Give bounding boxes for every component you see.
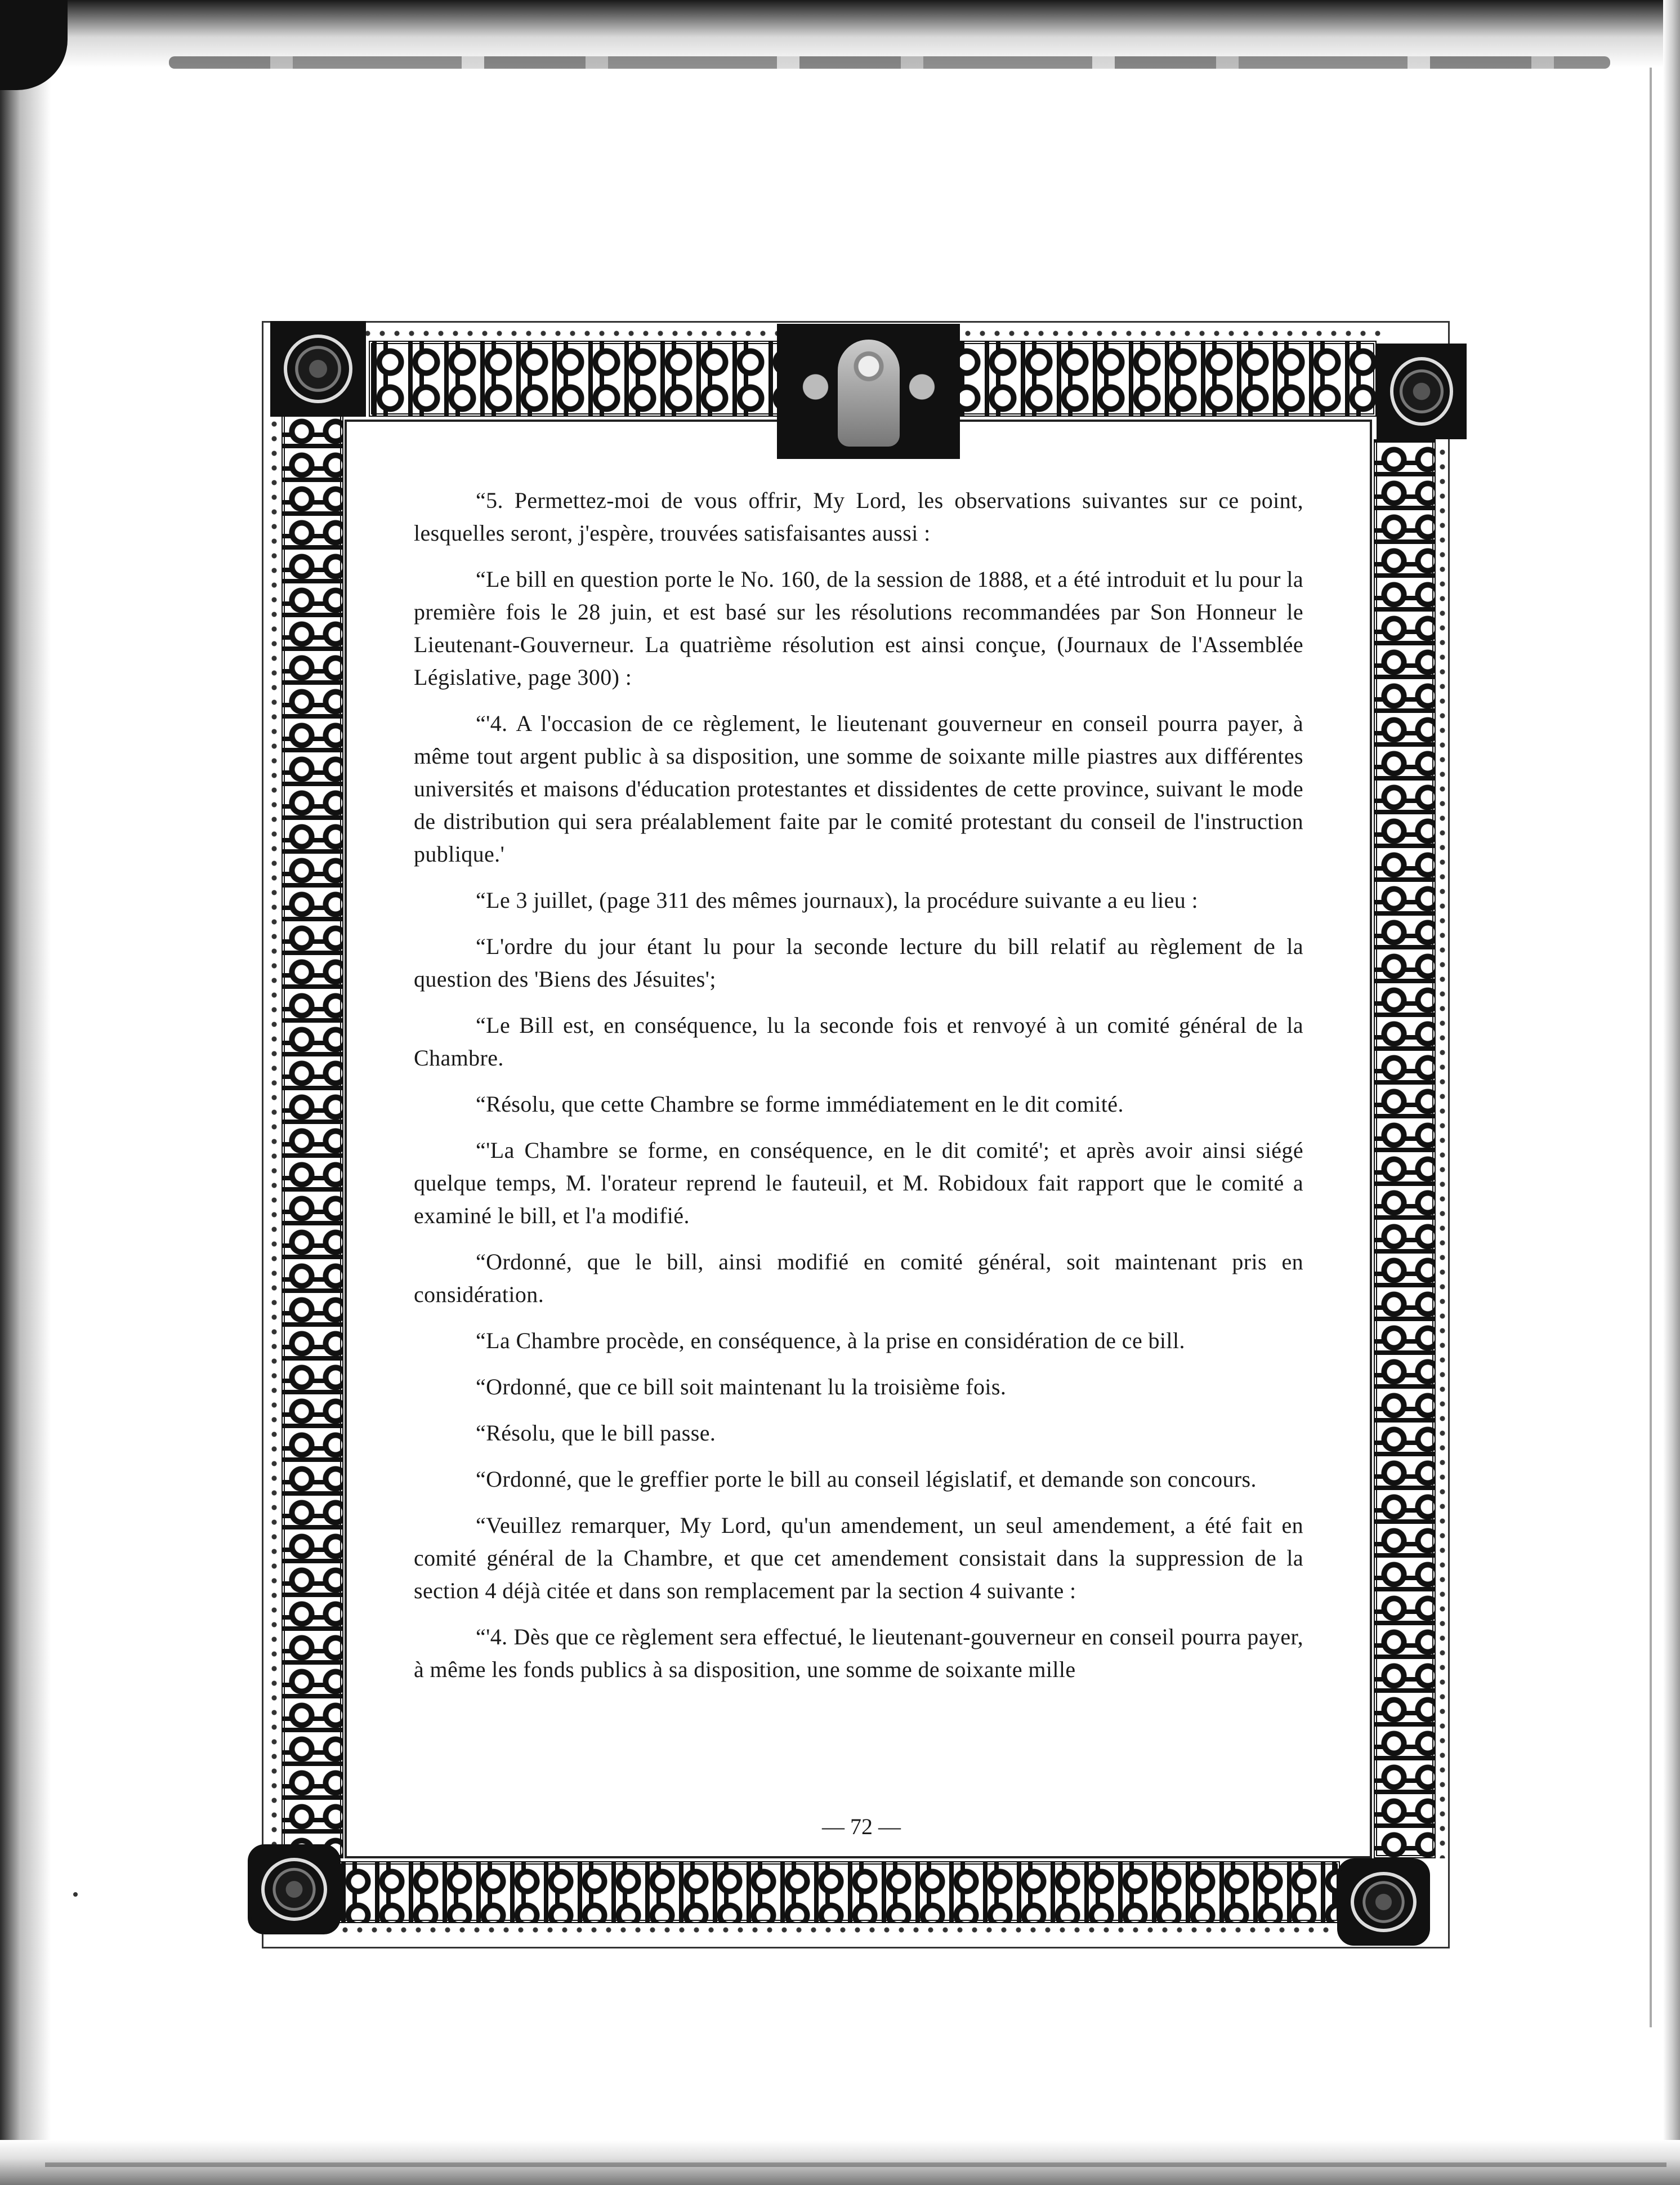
paragraph: “L'ordre du jour étant lu pour la seconde lecture du bill relatif au règlement de la question des 'Biens des Jésuites'; — [414, 934, 1303, 992]
scan-right-line — [1650, 68, 1652, 2027]
paragraph: “La Chambre procède, en conséquence, à la prise en considération de ce bill. — [476, 1328, 1185, 1353]
page-number: — 72 — — [822, 1814, 901, 1839]
paragraph: “Ordonné, que le bill, ainsi modifié en comité général, soit maintenant pris en considération. — [414, 1249, 1303, 1307]
roundel-ornament-icon — [1377, 344, 1467, 439]
paragraph: “Le 3 juillet, (page 311 des mêmes journaux), la procédure suivante a eu lieu : — [476, 888, 1199, 913]
stray-ink-mark — [73, 1892, 78, 1897]
roundel-ornament-icon — [270, 321, 366, 417]
scan-left-corner-shadow — [0, 0, 68, 90]
frame-dot-border-bottom — [338, 1926, 1408, 1934]
frame-dot-border-right — [1438, 445, 1446, 1858]
paragraph: “Le bill en question porte le No. 160, de la session de 1888, et a été introduit et lu pour la première fois le 28 juin, et est basé sur les résolutions recommandées par Son Honneur le Lieutenant-Gouverneur. La quatrième résolution est ainsi conçue, (Journaux de l'Assemblée Législative, page 300) : — [414, 567, 1303, 690]
greek-key-band-left — [282, 411, 343, 1858]
frame-dot-border-left — [270, 417, 278, 1858]
paragraph: “5. Permettez-moi de vous offrir, My Lord, les observations suivantes sur ce point, lesquelles seront, j'espère, trouvées satisfaisantes aussi : — [414, 488, 1303, 546]
scan-top-binding — [169, 56, 1610, 69]
paragraph: “'La Chambre se forme, en conséquence, en le dit comité'; et après avoir ainsi siégé quelque temps, M. l'orateur reprend le fauteuil, et M. Robidoux fait rapport que le comité a examiné le bill, et l'a modifié. — [414, 1138, 1303, 1228]
paragraph: “Ordonné, que ce bill soit maintenant lu la troisième fois. — [476, 1374, 1007, 1399]
paragraph: “Le Bill est, en conséquence, lu la seconde fois et renvoyé à un comité général de la Chambre. — [414, 1013, 1303, 1071]
seated-figure-medallion-icon — [777, 324, 960, 459]
scan-left-edge — [0, 0, 51, 2185]
scan-right-edge — [1663, 0, 1680, 2185]
paragraph: “'4. A l'occasion de ce règlement, le lieutenant gouverneur en conseil pourra payer, à même tout argent public à sa disposition, une somme de soixante mille piastres aux différentes universités et maisons d'éducation protestantes et dissidentes de cette province, suivant le mode de distribution qui sera préalablement faite par le comité protestant du conseil de l'instruction publique.' — [414, 711, 1303, 867]
scan-bottom-line — [45, 2162, 1666, 2167]
greek-key-band-right — [1374, 439, 1436, 1858]
roundel-ornament-icon — [1337, 1858, 1430, 1946]
paragraph: “'4. Dès que ce règlement sera effectué, le lieutenant-gouverneur en conseil pourra payer, à même les fonds publics à sa disposition, une somme de soixante mille — [414, 1624, 1303, 1682]
paragraph: “Résolu, que le bill passe. — [476, 1420, 716, 1446]
paragraph: “Veuillez remarquer, My Lord, qu'un amendement, un seul amendement, a été fait en comité général de la Chambre, et que cet amendement consistait dans la suppression de la section 4 déjà citée et dans son remplacement par la section 4 suivante : — [414, 1513, 1303, 1603]
paragraph: “Résolu, que cette Chambre se forme immédiatement en le dit comité. — [476, 1091, 1124, 1117]
roundel-ornament-icon — [248, 1844, 341, 1934]
document-body — [414, 484, 1303, 1686]
greek-key-band-bottom — [338, 1861, 1340, 1923]
paragraph: “Ordonné, que le greffier porte le bill au conseil législatif, et demande son concours. — [476, 1466, 1257, 1492]
